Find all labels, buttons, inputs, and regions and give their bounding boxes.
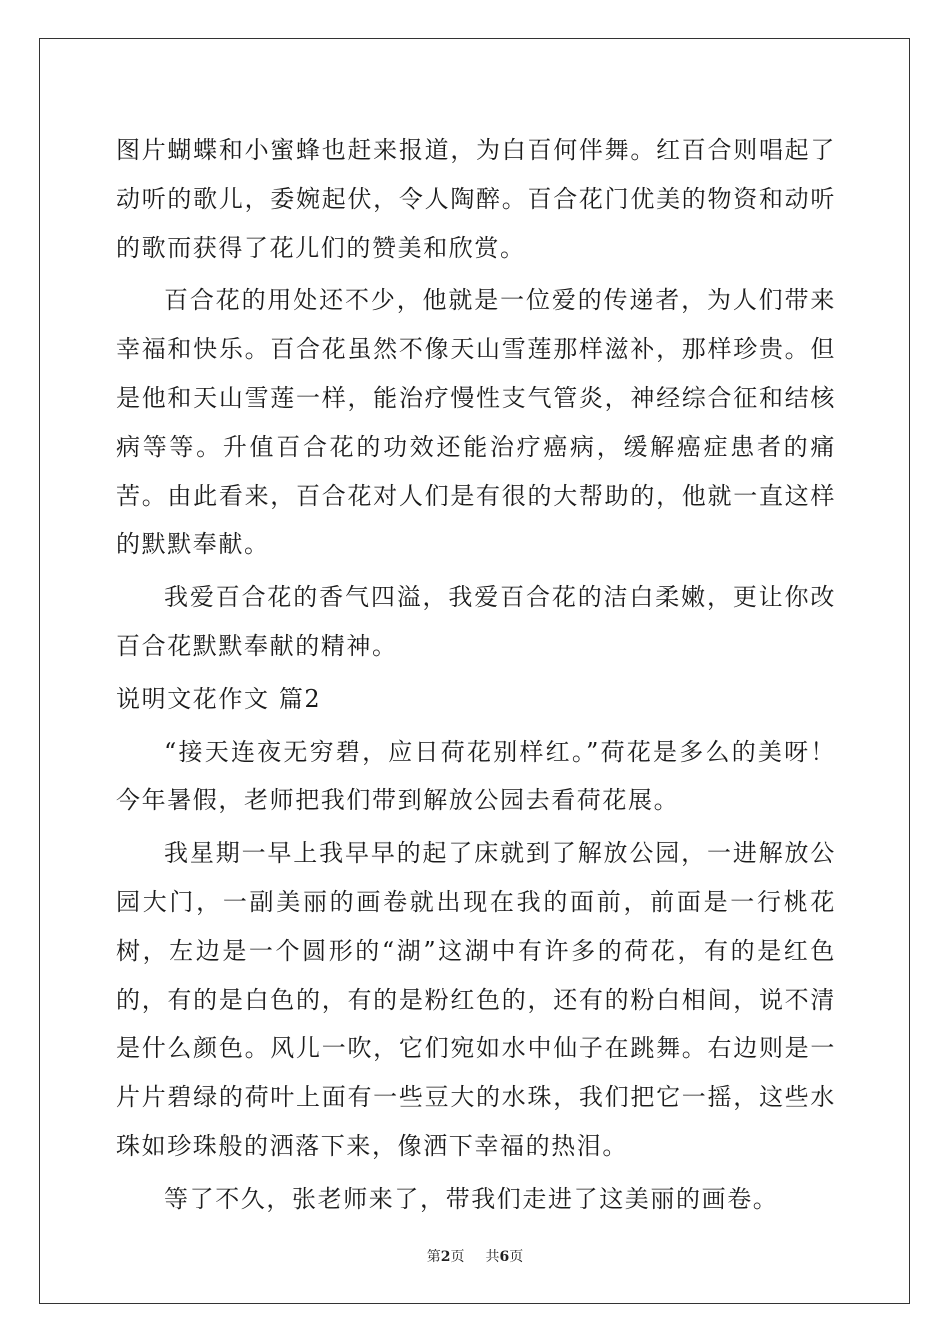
page-number-prefix: 第 <box>426 1249 441 1265</box>
paragraph-3: 我爱百合花的香气四溢，我爱百合花的洁白柔嫩，更让你改百合花默默奉献的精神。 <box>116 583 836 660</box>
section-paragraph-2: 我星期一早上我早早的起了床就到了解放公园，一进解放公园大门，一副美丽的画卷就出现在我的面前，前面是一行桃花树，左边是一个圆形的“湖”这湖中有许多的荷花，有的是红色的，有的是白色的，有的是粉红色的，还有的粉白相间，说不清是什么颜色。风儿一吹，它们宛如水中仙子在跳舞。右边则是一片片碧绿的荷叶上面有一些豆大的水珠，我们把它一摇，这些水珠如珍珠般的洒落下来，像洒下幸福的热泪。 <box>116 839 836 1160</box>
page-footer <box>0 1246 950 1266</box>
document-body <box>116 126 836 1228</box>
paragraph-2: 百合花的用处还不少，他就是一位爱的传递者，为人们带来幸福和快乐。百合花虽然不像天山雪莲那样滋补，那样珍贵。但是他和天山雪莲一样，能治疗慢性支气管炎，神经综合征和结核病等等。升值百合花的功效还能治疗癌病，缓解癌症患者的痛苦。由此看来，百合花对人们是有很的大帮助的，他就一直这样的默默奉献。 <box>116 286 836 559</box>
page-total-prefix: 共 <box>485 1249 500 1265</box>
page-number-current: 2 <box>440 1249 451 1265</box>
section-paragraph-3: 等了不久，张老师来了，带我们走进了这美丽的画卷。 <box>164 1184 779 1213</box>
page-number-suffix: 页 <box>450 1249 465 1265</box>
section-paragraph-1: “接天连夜无穷碧，应日荷花别样红。”荷花是多么的美呀！今年暑假，老师把我们带到解放公园去看荷花展。 <box>116 737 836 815</box>
page-total-suffix: 页 <box>509 1249 524 1265</box>
page-total-count: 6 <box>499 1249 510 1265</box>
section-heading: 说明文花作文 篇2 <box>116 684 322 713</box>
paragraph-1: 图片蝴蝶和小蜜蜂也赶来报道，为白百何伴舞。红百合则唱起了动听的歌儿，委婉起伏，令人陶醉。百合花门优美的物资和动听的歌而获得了花儿们的赞美和欣赏。 <box>116 136 836 262</box>
